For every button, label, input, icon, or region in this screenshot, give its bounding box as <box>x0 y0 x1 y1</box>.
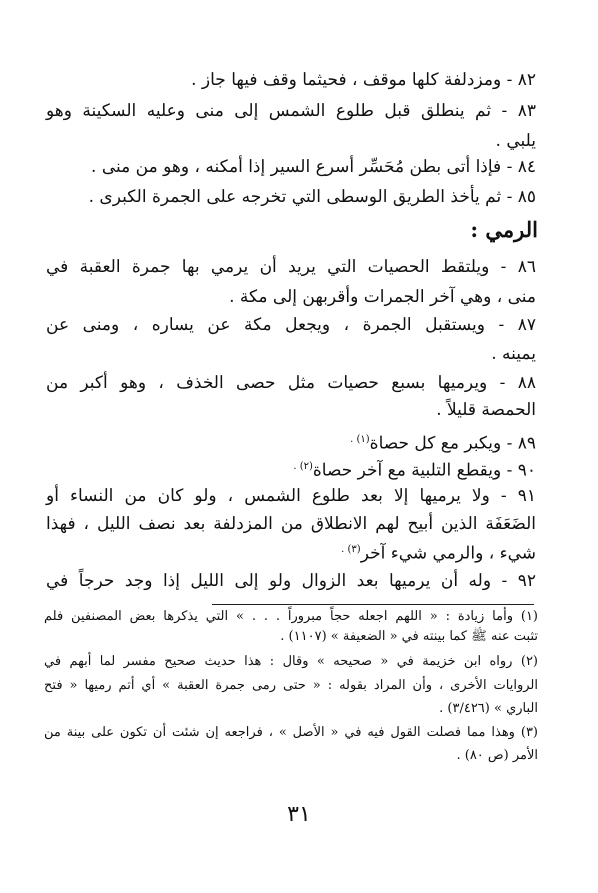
paragraph-89-text: ٨٩ - ويكبر مع كل حصاة <box>369 433 536 454</box>
paragraph-90-text: ٩٠ - ويقطع التلبية مع آخر حصاة <box>312 460 536 481</box>
paragraph-83: ٨٣ - ثم ينطلق قبل طلوع الشمس إلى منى وعليه السكينة وهو <box>46 101 536 121</box>
paragraph-85: ٨٥ - ثم يأخذ الطريق الوسطى التي تخرجه على الجمرة الكبرى . <box>88 187 536 207</box>
footnote-ref-1: (١) . <box>350 434 370 445</box>
paragraph-87: ٨٧ - ويستقبل الجمرة ، ويجعل مكة عن يساره ، ومنى عن <box>46 315 536 335</box>
paragraph-89 <box>350 428 536 456</box>
footnote-2-end: الباري » (٣/٤٢٦) . <box>439 701 538 716</box>
paragraph-88: ٨٨ - ويرميها بسبع حصيات مثل حصى الخذف ، وهو أكبر من <box>46 373 536 393</box>
footnote-3: (٣) وهذا مما فصلت القول فيه في « الأصل » ، فراجعه إن شئت أن تكون على بينة من <box>44 725 538 740</box>
footnote-separator <box>212 604 534 605</box>
footnote-2: (٢) رواه ابن خزيمة في « صحيحه » وقال : هذا حديث صحيح مفسر لما أبهم في <box>44 654 538 669</box>
paragraph-91-end <box>341 538 536 566</box>
footnote-1-cont: تثبت عنه ﷺ كما بينته في « الضعيفة » (١١٠٧) . <box>280 629 538 644</box>
paragraph-90 <box>293 455 536 483</box>
paragraph-86: ٨٦ - ويلتقط الحصيات التي يريد أن يرمي بها جمرة العقبة في <box>46 257 536 277</box>
page-number: ٣١ <box>287 802 311 827</box>
footnote-1: (١) وأما زيادة : « اللهم اجعله حجاً مبروراً . . . » التي يذكرها بعض المصنفين فلم <box>44 609 538 624</box>
paragraph-88-cont: الحمصة قليلاً . <box>436 400 536 420</box>
footnote-2-cont: الروايات الأخرى ، وأن المراد بقوله : « حتى رمى جمرة العقبة » أي أتم رميها « فتح <box>44 678 538 693</box>
paragraph-87-cont: يمينه . <box>491 344 536 364</box>
footnote-3-cont: الأمر (ص ٨٠) . <box>456 748 538 763</box>
footnote-ref-2: (٢) . <box>293 461 313 472</box>
paragraph-83-cont: يلبي . <box>495 131 536 151</box>
footnote-ref-3: (٣) . <box>341 544 361 555</box>
paragraph-91-end-text: شيء ، والرمي شيء آخر <box>360 543 536 564</box>
paragraph-84: ٨٤ - فإذا أتى بطن مُحَسِّر أسرع السير إذا أمكنه ، وهو من منى . <box>91 157 536 177</box>
paragraph-92: ٩٢ - وله أن يرميها بعد الزوال ولو إلى الليل إذا وجد حرجاً في <box>46 571 536 591</box>
section-heading: الرمي : <box>470 217 538 242</box>
paragraph-82: ٨٢ - ومزدلفة كلها موقف ، فحيثما وقف فيها جاز . <box>191 70 536 90</box>
paragraph-91-cont: الضَعَفَة الذين أبيح لهم الانطلاق من المزدلفة بعد نصف الليل ، فهذا <box>46 514 536 534</box>
paragraph-86-cont: منى ، وهي آخر الجمرات وأقربهن إلى مكة . <box>229 287 536 307</box>
paragraph-91: ٩١ - ولا يرميها إلا بعد طلوع الشمس ، ولو كان من النساء أو <box>46 486 536 506</box>
